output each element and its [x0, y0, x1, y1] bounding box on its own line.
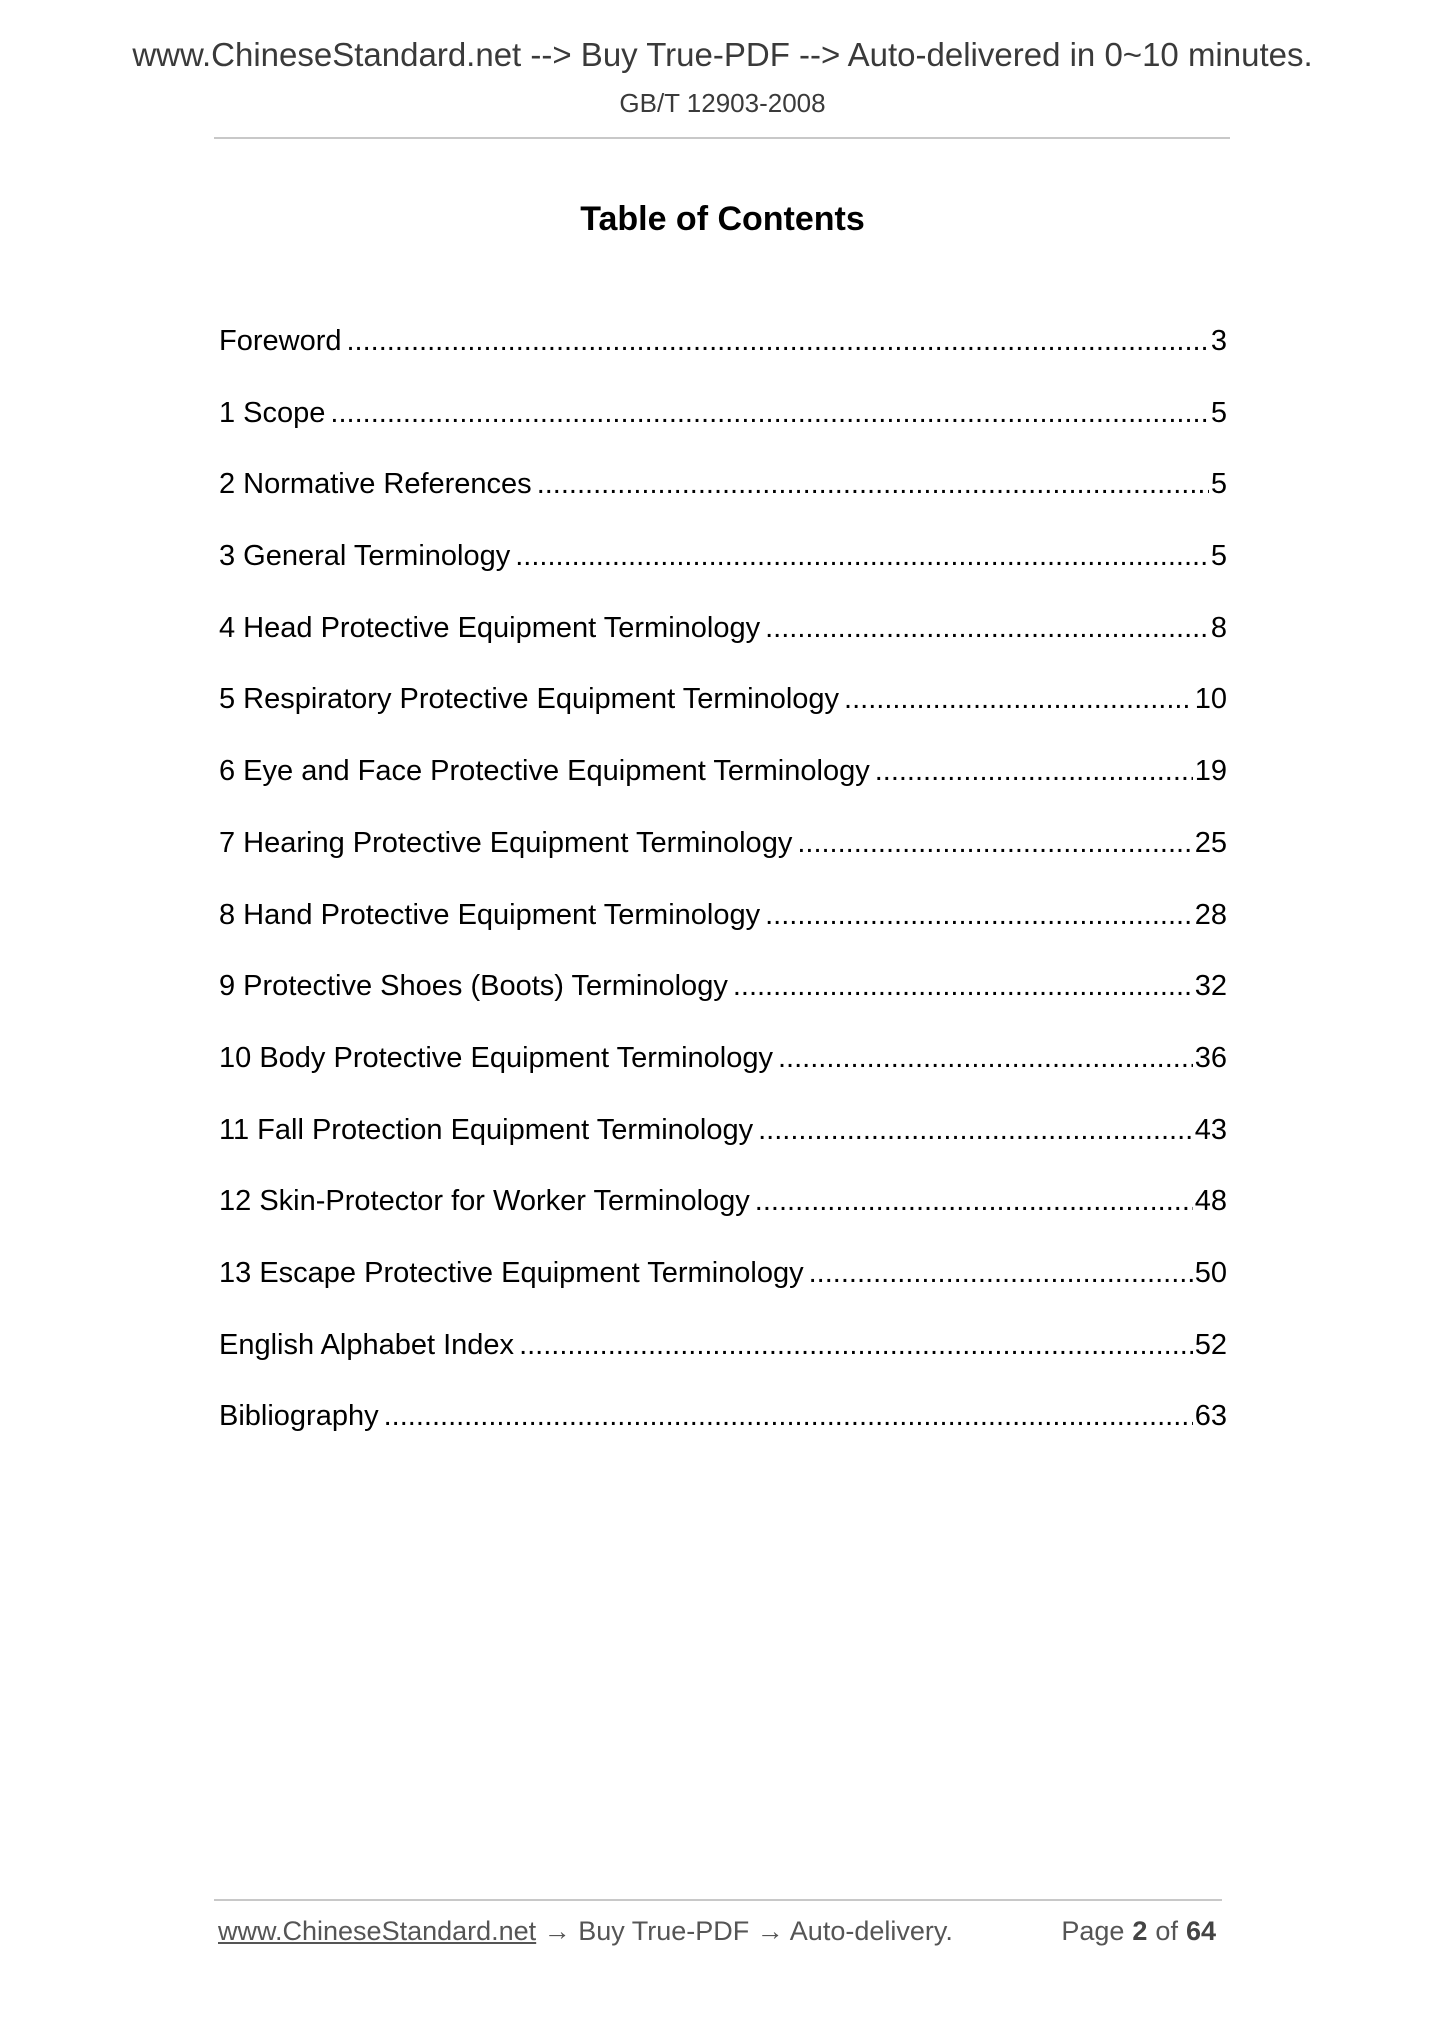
toc-entry-label: 6 Eye and Face Protective Equipment Terminology: [219, 755, 870, 788]
toc-leader-dots: [330, 395, 1208, 431]
page-of-label: of: [1155, 1916, 1178, 1946]
toc-entry-page: 48: [1194, 1185, 1227, 1218]
footer-divider: [214, 1899, 1222, 1901]
toc-entry-page: 43: [1194, 1113, 1227, 1146]
toc-entry-page: 8: [1210, 611, 1227, 644]
toc-list: [219, 323, 1227, 1470]
toc-leader-dots: [519, 1327, 1193, 1363]
toc-leader-dots: [875, 753, 1193, 789]
toc-entry-page: 32: [1194, 970, 1227, 1003]
toc-entry-label: 13 Escape Protective Equipment Terminology: [219, 1256, 804, 1289]
toc-entry-label: 1 Scope: [219, 396, 326, 429]
footer-buy-text: Buy True-PDF: [578, 1916, 750, 1946]
toc-leader-dots: [347, 323, 1209, 359]
toc-entry[interactable]: [219, 825, 1227, 897]
toc-entry-page: 36: [1194, 1041, 1227, 1074]
header-divider: [214, 137, 1230, 139]
toc-leader-dots: [765, 897, 1193, 933]
toc-entry-page: 50: [1194, 1256, 1227, 1289]
toc-entry-page: 52: [1194, 1328, 1227, 1361]
toc-entry-label: 4 Head Protective Equipment Terminology: [219, 611, 761, 644]
toc-entry-page: 28: [1194, 898, 1227, 931]
toc-entry-page: 5: [1210, 468, 1227, 501]
toc-entry[interactable]: [219, 1112, 1227, 1184]
toc-entry[interactable]: [219, 1040, 1227, 1112]
toc-entry-page: 10: [1194, 683, 1227, 716]
page-total: 64: [1185, 1916, 1216, 1946]
toc-entry[interactable]: [219, 323, 1227, 395]
toc-leader-dots: [733, 968, 1193, 1004]
toc-entry[interactable]: [219, 466, 1227, 538]
toc-entry[interactable]: [219, 538, 1227, 610]
right-arrow-icon: →: [756, 1916, 784, 1946]
toc-entry-label: 3 General Terminology: [219, 540, 511, 573]
header-banner: www.ChineseStandard.net --> Buy True-PDF --> Auto-delivered in 0~10 minutes.: [132, 36, 1313, 73]
toc-entry[interactable]: [219, 610, 1227, 682]
toc-leader-dots: [384, 1398, 1193, 1434]
toc-leader-dots: [515, 538, 1209, 574]
footer-delivery-text: Auto-delivery.: [789, 1916, 953, 1946]
toc-entry-page: 5: [1210, 396, 1227, 429]
toc-entry[interactable]: [219, 1327, 1227, 1399]
toc-entry-label: 2 Normative References: [219, 468, 532, 501]
toc-entry[interactable]: [219, 968, 1227, 1040]
page-current: 2: [1132, 1916, 1148, 1946]
toc-entry-page: 3: [1210, 325, 1227, 357]
toc-leader-dots: [797, 825, 1192, 861]
toc-entry-page: 25: [1194, 826, 1227, 859]
toc-entry-label: 12 Skin-Protector for Worker Terminology: [219, 1185, 750, 1218]
toc-entry[interactable]: [219, 753, 1227, 825]
page-indicator: [1061, 1918, 1216, 1945]
toc-leader-dots: [844, 681, 1193, 717]
toc-entry-page: 63: [1194, 1400, 1227, 1433]
toc-leader-dots: [765, 610, 1209, 646]
toc-entry-label: Foreword: [219, 325, 342, 357]
toc-entry-label: 5 Respiratory Protective Equipment Terminology: [219, 683, 840, 716]
toc-entry-page: 19: [1194, 755, 1227, 788]
toc-entry[interactable]: [219, 1398, 1227, 1470]
toc-entry-page: 5: [1210, 540, 1227, 573]
toc-entry-label: 7 Hearing Protective Equipment Terminology: [219, 826, 793, 859]
toc-entry-label: 11 Fall Protection Equipment Terminology: [219, 1113, 754, 1146]
toc-leader-dots: [809, 1255, 1193, 1291]
toc-entry[interactable]: [219, 681, 1227, 753]
toc-leader-dots: [758, 1112, 1193, 1148]
page-label: Page: [1061, 1916, 1125, 1946]
footer-promo: [218, 1918, 953, 1945]
toc-leader-dots: [537, 466, 1209, 502]
toc-leader-dots: [778, 1040, 1193, 1076]
toc-entry[interactable]: [219, 897, 1227, 969]
document-number: GB/T 12903-2008: [619, 88, 826, 118]
toc-entry-label: Bibliography: [219, 1400, 379, 1433]
toc-entry-label: 9 Protective Shoes (Boots) Terminology: [219, 970, 728, 1003]
right-arrow-icon: →: [543, 1916, 571, 1946]
toc-entry-label: English Alphabet Index: [219, 1328, 515, 1361]
toc-leader-dots: [755, 1183, 1193, 1219]
footer-site-link[interactable]: www.ChineseStandard.net: [218, 1916, 537, 1946]
toc-entry[interactable]: [219, 395, 1227, 467]
toc-entry[interactable]: [219, 1255, 1227, 1327]
toc-entry[interactable]: [219, 1183, 1227, 1255]
page-title: Table of Contents: [580, 200, 865, 238]
toc-entry-label: 10 Body Protective Equipment Terminology: [219, 1041, 773, 1074]
toc-entry-label: 8 Hand Protective Equipment Terminology: [219, 898, 761, 931]
